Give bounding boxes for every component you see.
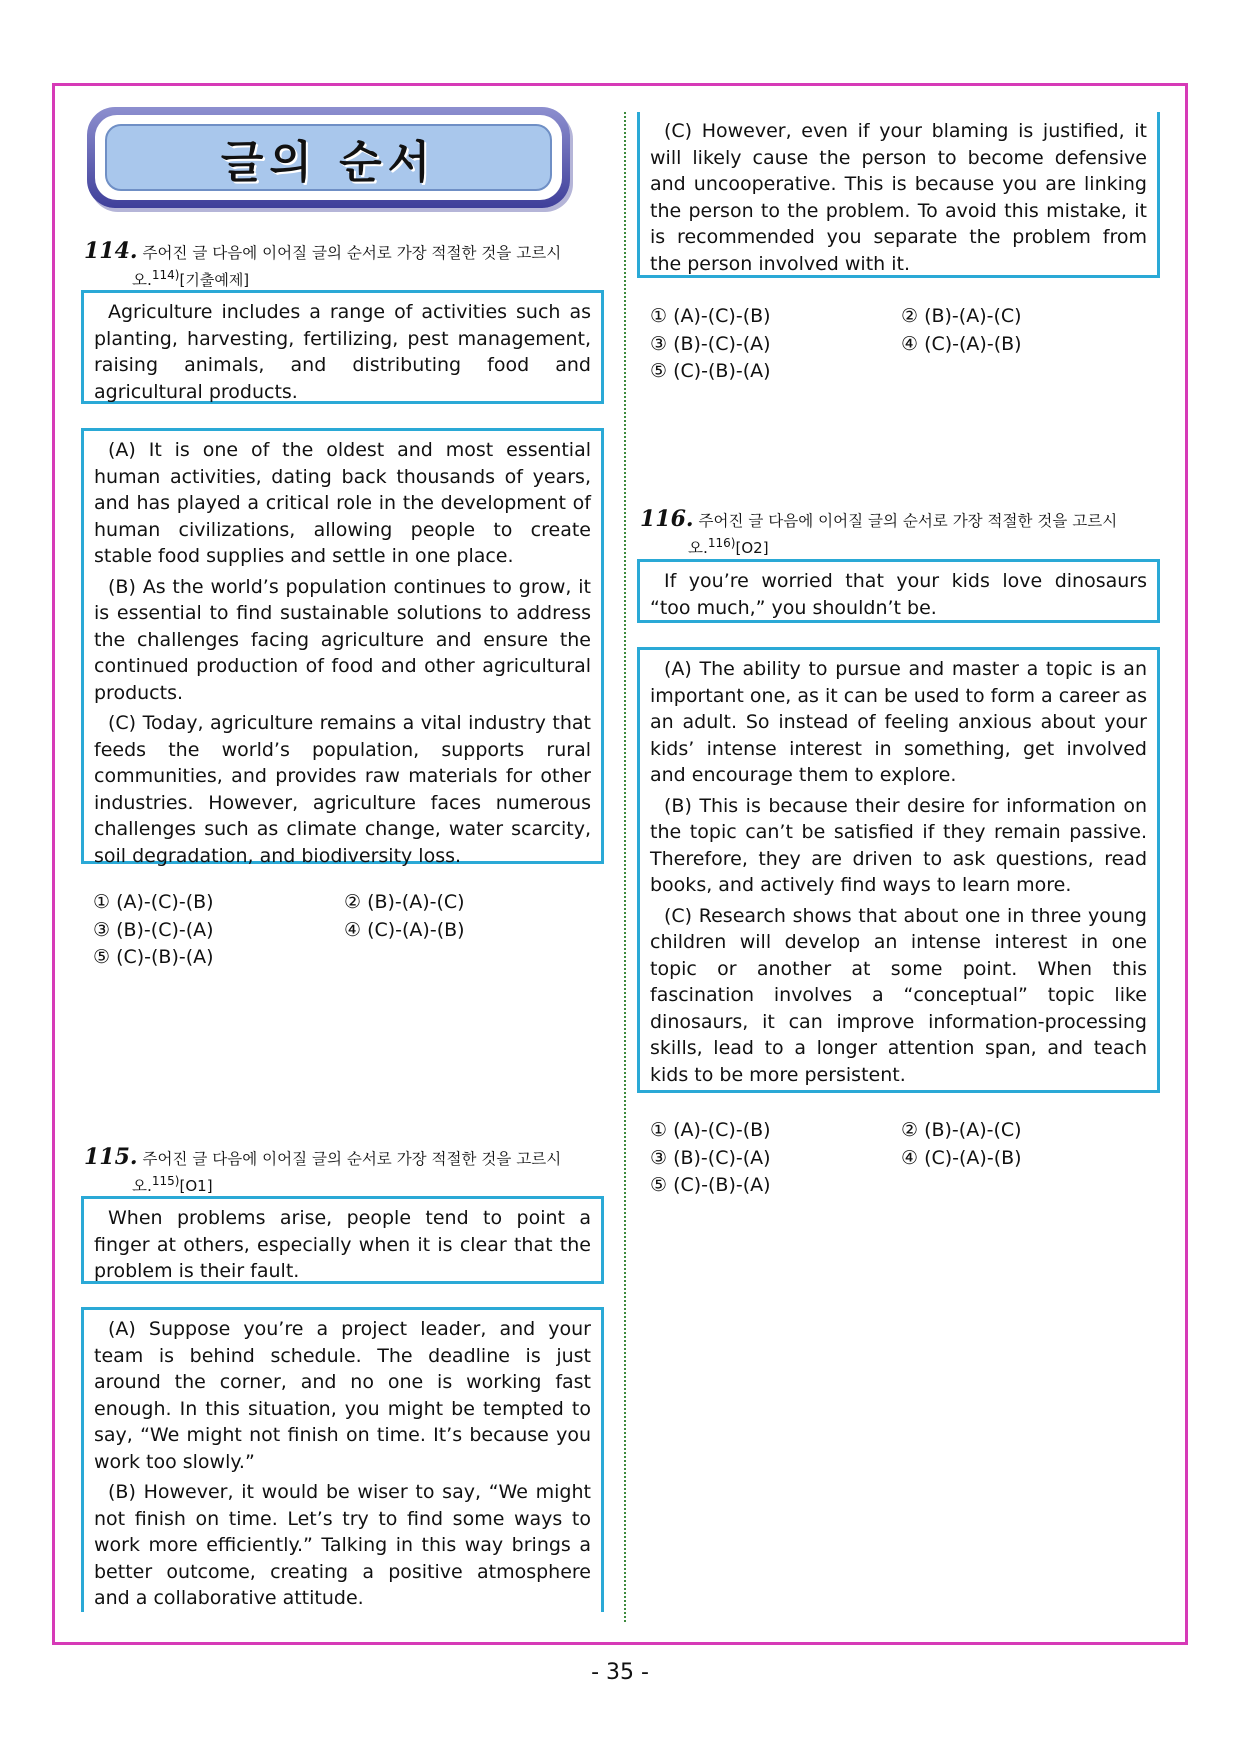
given-text: Agriculture includes a range of activities such as planting, harvesting, fertilizing, pest management, raising animals, and distributing food and agricultural products. [94, 301, 591, 403]
question-number: 116. [640, 506, 694, 532]
question-instruction: 주어진 글 다음에 이어질 글의 순서로 가장 적절한 것을 고르시 [698, 512, 1118, 530]
passage-c: (C) Today, agriculture remains a vital industry that feeds the world’s population, supports rural communities, and provides raw materials for other industries. However, agriculture faces numerous challenges such as climate change, water scarcity, soil degradation, and biodiversity loss. [94, 712, 591, 867]
choice-1[interactable]: ① (A)-(C)-(B) [93, 891, 214, 913]
passage-b: (B) However, it would be wiser to say, “We might not finish on time. Let’s try to find some ways to work more efficiently.” Talking in this way brings a better outcome, creating a positive atmosphere and a collaborative attitude. [94, 1481, 591, 1609]
question-115-passage-box-cont [637, 112, 1160, 278]
question-tag: [O1] [179, 1177, 213, 1196]
choice-2[interactable]: ② (B)-(A)-(C) [901, 1119, 1022, 1141]
choice-3[interactable]: ③ (B)-(C)-(A) [650, 1146, 771, 1169]
question-116-header [640, 508, 1162, 559]
choice-1[interactable]: ① (A)-(C)-(B) [650, 305, 771, 327]
passage-b: (B) As the world’s population continues to grow, it is essential to find sustainable solutions to address the challenges facing agriculture and ensure the continued production of food and other agricultural products. [94, 575, 591, 704]
given-text: If you’re worried that your kids love dinosaurs “too much,” you shouldn’t be. [650, 570, 1147, 619]
source-note: 114) [151, 268, 180, 282]
question-114-given-box [81, 290, 604, 404]
question-114-header [84, 240, 604, 291]
choice-5[interactable]: ⑤ (C)-(B)-(A) [650, 360, 771, 382]
passage-a: (A) It is one of the oldest and most essential human activities, dating back thousands of years, and has played a critical role in the development of human civilizations, allowing people to create stable food supplies and settle in one place. [94, 439, 591, 567]
question-instruction-cont: 오. [132, 1177, 152, 1196]
passage-c: (C) However, even if your blaming is justified, it will likely cause the person to become defensive and uncooperative. This is because you are linking the person to the problem. To avoid this mistake, it is recommended you separate the problem from the person involved with it. [650, 120, 1147, 275]
question-instruction-cont: 오. [132, 271, 152, 290]
choice-1[interactable]: ① (A)-(C)-(B) [650, 1119, 771, 1141]
question-115-choices [650, 303, 1152, 386]
choice-2[interactable]: ② (B)-(A)-(C) [901, 305, 1022, 327]
source-note: 116) [707, 536, 736, 550]
choice-4[interactable]: ④ (C)-(A)-(B) [901, 1146, 1022, 1169]
section-title-banner [87, 107, 570, 208]
given-text: When problems arise, people tend to point a finger at others, especially when it is clear that the problem is their fault. [94, 1207, 591, 1282]
question-instruction: 주어진 글 다음에 이어질 글의 순서로 가장 적절한 것을 고르시 [142, 1150, 562, 1168]
question-114-passage-box [81, 428, 604, 867]
passage-a: (A) Suppose you’re a project leader, and your team is behind schedule. The deadline is just around the corner, and no one is working fast enough. In this situation, you might be tempted to say, “We might not finish on time. It’s because you work too slowly.” [94, 1318, 591, 1473]
question-115-header [84, 1146, 604, 1197]
choice-4[interactable]: ④ (C)-(A)-(B) [344, 918, 465, 941]
question-115-passage-box [81, 1307, 604, 1612]
question-116-passage-box [637, 647, 1160, 1093]
choice-4[interactable]: ④ (C)-(A)-(B) [901, 332, 1022, 355]
question-116-given-box [637, 559, 1160, 623]
passage-c: (C) Research shows that about one in three young children will develop an intense interest in one topic or another at some point. When this fascination involves a “conceptual” topic like dinosaurs, it can improve information-processing skills, lead to a longer attention span, and teach kids to be more persistent. [650, 904, 1147, 1086]
question-114-choices [93, 889, 595, 972]
page-number: - 35 - [591, 1660, 649, 1685]
source-note: 115) [151, 1174, 180, 1188]
question-instruction-cont: 오. [688, 539, 708, 558]
question-number: 114. [84, 238, 138, 264]
choice-3[interactable]: ③ (B)-(C)-(A) [93, 918, 214, 941]
choice-5[interactable]: ⑤ (C)-(B)-(A) [93, 946, 214, 968]
passage-a: (A) The ability to pursue and master a topic is an important one, as it can be used to form a career as an adult. So instead of feeling anxious about your kids’ intense interest in something, get involved and encourage them to explore. [650, 658, 1147, 786]
question-tag: [O2] [735, 539, 769, 558]
question-116-choices [650, 1117, 1152, 1200]
column-divider [624, 112, 626, 1622]
section-title: 글의 순서 [105, 124, 552, 191]
choice-2[interactable]: ② (B)-(A)-(C) [344, 891, 465, 913]
choice-3[interactable]: ③ (B)-(C)-(A) [650, 332, 771, 355]
question-115-given-box [81, 1196, 604, 1284]
passage-b: (B) This is because their desire for information on the topic can’t be satisfied if they remain passive. Therefore, they are driven to ask questions, read books, and actively find ways to learn more. [650, 794, 1147, 896]
question-tag: [기출예제] [179, 271, 250, 290]
choice-5[interactable]: ⑤ (C)-(B)-(A) [650, 1174, 771, 1196]
question-number: 115. [84, 1144, 138, 1170]
question-instruction: 주어진 글 다음에 이어질 글의 순서로 가장 적절한 것을 고르시 [142, 244, 562, 262]
